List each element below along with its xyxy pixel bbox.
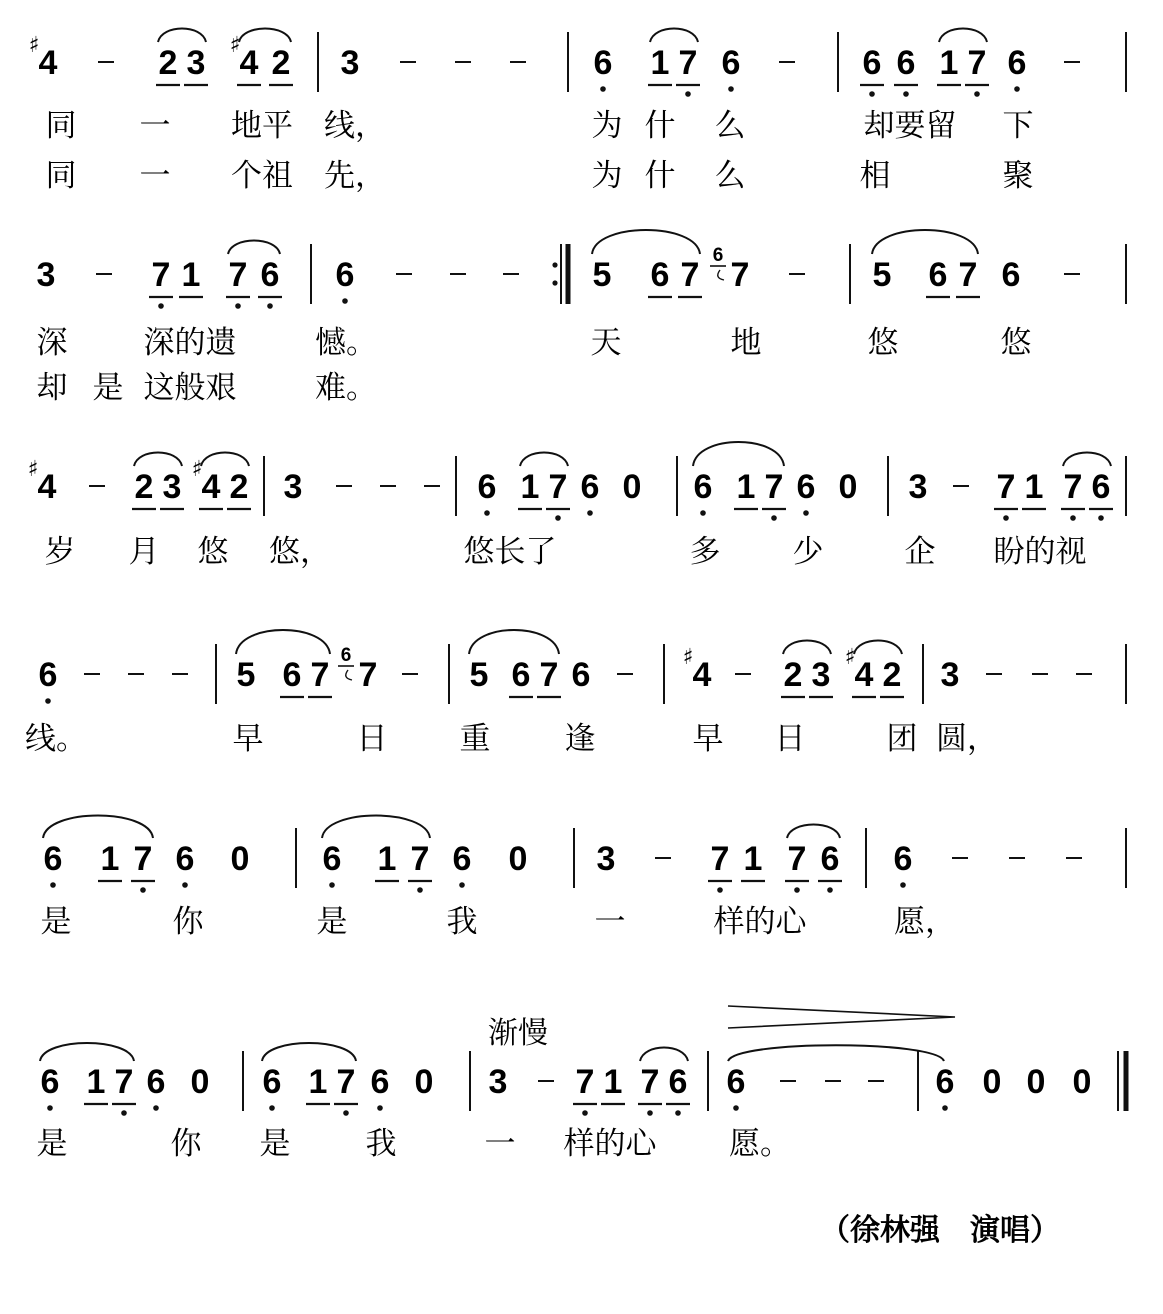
low-octave-dot bbox=[600, 86, 606, 92]
note: 4 bbox=[239, 44, 259, 82]
lyric-syllable: 什 bbox=[644, 158, 676, 194]
repeat-dot bbox=[552, 280, 557, 285]
low-octave-dot bbox=[329, 882, 335, 888]
note: 1 bbox=[100, 840, 120, 878]
note: 3 bbox=[36, 256, 56, 294]
note: 4 bbox=[201, 468, 221, 506]
lyric-syllable: 地平 bbox=[231, 108, 293, 144]
grace-slur bbox=[718, 270, 724, 280]
lyric-syllable: 一 bbox=[594, 904, 626, 940]
grace-slur bbox=[346, 670, 352, 680]
slur bbox=[322, 816, 430, 839]
note: 4 bbox=[854, 656, 874, 694]
note: 3 bbox=[811, 656, 831, 694]
note: 7 bbox=[358, 656, 378, 694]
note: 7 bbox=[1063, 468, 1083, 506]
note: 5 bbox=[592, 256, 612, 294]
lyric-syllable: 为 bbox=[591, 158, 623, 194]
note: 4 bbox=[37, 468, 57, 506]
lyric-syllable: 憾。 bbox=[315, 325, 377, 361]
note: 6 bbox=[1007, 44, 1027, 82]
lyric-syllable: 难。 bbox=[315, 370, 377, 406]
low-octave-dot bbox=[728, 86, 734, 92]
lyric-syllable: 下 bbox=[1002, 108, 1034, 144]
slur bbox=[854, 641, 902, 655]
lyric-syllable: 企 bbox=[904, 534, 936, 570]
note: 6 bbox=[282, 656, 302, 694]
low-octave-dot bbox=[587, 510, 593, 516]
lyric-syllable: 岁 bbox=[44, 534, 76, 570]
low-octave-dot bbox=[794, 887, 800, 893]
note: 2 bbox=[134, 468, 154, 506]
lyric-syllable: 逢 bbox=[564, 721, 596, 757]
low-octave-dot bbox=[803, 510, 809, 516]
note: 2 bbox=[271, 44, 291, 82]
note: 1 bbox=[603, 1063, 623, 1101]
low-octave-dot bbox=[377, 1105, 383, 1111]
note: 3 bbox=[283, 468, 303, 506]
note: 7 bbox=[336, 1063, 356, 1101]
note: 7 bbox=[548, 468, 568, 506]
lyric-syllable: 日 bbox=[774, 721, 806, 757]
low-octave-dot bbox=[182, 882, 188, 888]
lyric-syllable: 么 bbox=[714, 158, 746, 194]
slur bbox=[228, 241, 280, 255]
repeat-dot bbox=[552, 262, 557, 267]
sharp-sign: ♯ bbox=[28, 33, 40, 58]
low-octave-dot bbox=[582, 1110, 588, 1116]
note: 3 bbox=[908, 468, 928, 506]
note: 6 bbox=[43, 840, 63, 878]
slur bbox=[239, 29, 291, 43]
low-octave-dot bbox=[342, 298, 348, 304]
lyric-syllable: 地 bbox=[730, 325, 762, 361]
low-octave-dot bbox=[771, 515, 777, 521]
slur bbox=[236, 630, 330, 654]
slur bbox=[158, 29, 206, 43]
lyric-syllable: 天 bbox=[590, 325, 622, 361]
lyric-syllable: 多 bbox=[689, 534, 721, 570]
low-octave-dot bbox=[647, 1110, 653, 1116]
slur bbox=[640, 1048, 688, 1062]
note: 1 bbox=[520, 468, 540, 506]
note: 1 bbox=[86, 1063, 106, 1101]
note: 3 bbox=[488, 1063, 508, 1101]
note: 7 bbox=[996, 468, 1016, 506]
lyric-syllable: 却 bbox=[36, 370, 68, 406]
low-octave-dot bbox=[555, 515, 561, 521]
lyric-syllable: 是 bbox=[259, 1126, 291, 1162]
note: 2 bbox=[882, 656, 902, 694]
lyric-syllable: 你 bbox=[170, 1126, 202, 1162]
low-octave-dot bbox=[903, 91, 909, 97]
note: 4 bbox=[692, 656, 712, 694]
note: 6 bbox=[593, 44, 613, 82]
sharp-sign: ♯ bbox=[191, 457, 203, 482]
tempo-mark: 渐慢 bbox=[488, 1016, 548, 1051]
low-octave-dot bbox=[869, 91, 875, 97]
lyric-syllable: 我 bbox=[365, 1126, 397, 1162]
note: 6 bbox=[262, 1063, 282, 1101]
low-octave-dot bbox=[1070, 515, 1076, 521]
low-octave-dot bbox=[1098, 515, 1104, 521]
lyric-syllable: 同 bbox=[45, 158, 77, 194]
note: 1 bbox=[308, 1063, 328, 1101]
lyric-syllable: 早 bbox=[692, 721, 724, 757]
slur bbox=[693, 442, 784, 466]
note: 4 bbox=[38, 44, 58, 82]
note: 6 bbox=[571, 656, 591, 694]
note: 1 bbox=[939, 44, 959, 82]
grace-note: 6 bbox=[340, 645, 352, 666]
lyric-syllable: 一 bbox=[139, 158, 171, 194]
slur bbox=[939, 29, 987, 43]
note: 7 bbox=[151, 256, 171, 294]
slur bbox=[40, 1043, 134, 1061]
lyric-syllable: 同 bbox=[45, 108, 77, 144]
note: 6 bbox=[580, 468, 600, 506]
low-octave-dot bbox=[417, 887, 423, 893]
lyric-syllable: 这般艰 bbox=[143, 370, 237, 406]
lyric-syllable: 是 bbox=[92, 370, 124, 406]
note: 3 bbox=[162, 468, 182, 506]
performer-credit: （徐林强 演唱） bbox=[820, 1213, 1060, 1248]
lyric-syllable: 月 bbox=[128, 534, 160, 570]
rest-note: 0 bbox=[838, 468, 858, 506]
note: 7 bbox=[310, 656, 330, 694]
lyric-syllable: 是 bbox=[36, 1126, 68, 1162]
note: 7 bbox=[114, 1063, 134, 1101]
note: 2 bbox=[158, 44, 178, 82]
lyric-syllable: 团 bbox=[886, 721, 918, 757]
rest-note: 0 bbox=[508, 840, 528, 878]
slur bbox=[592, 230, 700, 254]
low-octave-dot bbox=[158, 303, 164, 309]
note: 6 bbox=[477, 468, 497, 506]
slur bbox=[201, 453, 249, 467]
note: 3 bbox=[186, 44, 206, 82]
low-octave-dot bbox=[484, 510, 490, 516]
slur bbox=[262, 1043, 356, 1061]
note: 7 bbox=[228, 256, 248, 294]
low-octave-dot bbox=[45, 698, 51, 704]
low-octave-dot bbox=[459, 882, 465, 888]
lyric-syllable: 重 bbox=[459, 721, 491, 757]
note: 7 bbox=[730, 256, 750, 294]
note: 6 bbox=[896, 44, 916, 82]
note: 7 bbox=[710, 840, 730, 878]
note: 1 bbox=[1024, 468, 1044, 506]
slur bbox=[134, 453, 182, 467]
lyric-syllable: 悠 bbox=[867, 325, 899, 361]
note: 6 bbox=[146, 1063, 166, 1101]
note: 1 bbox=[650, 44, 670, 82]
low-octave-dot bbox=[140, 887, 146, 893]
lyric-syllable: 悠长了 bbox=[463, 534, 557, 570]
note: 7 bbox=[133, 840, 153, 878]
note: 5 bbox=[236, 656, 256, 694]
lyric-syllable: 愿。 bbox=[729, 1126, 791, 1162]
note: 6 bbox=[40, 1063, 60, 1101]
sharp-sign: ♯ bbox=[844, 645, 856, 670]
note: 5 bbox=[872, 256, 892, 294]
note: 6 bbox=[820, 840, 840, 878]
low-octave-dot bbox=[235, 303, 241, 309]
lyric-syllable: 早 bbox=[232, 721, 264, 757]
note: 2 bbox=[229, 468, 249, 506]
note: 1 bbox=[736, 468, 756, 506]
note: 6 bbox=[893, 840, 913, 878]
lyric-syllable: 先， bbox=[324, 158, 386, 194]
lyric-syllable: 少 bbox=[792, 534, 824, 570]
lyric-syllable: 为 bbox=[591, 108, 623, 144]
lyric-syllable: 样的心 bbox=[713, 904, 807, 940]
sharp-sign: ♯ bbox=[27, 457, 39, 482]
low-octave-dot bbox=[153, 1105, 159, 1111]
note: 7 bbox=[764, 468, 784, 506]
note: 1 bbox=[181, 256, 201, 294]
note: 2 bbox=[783, 656, 803, 694]
sharp-sign: ♯ bbox=[682, 645, 694, 670]
note: 6 bbox=[511, 656, 531, 694]
slur bbox=[43, 816, 153, 839]
rest-note: 0 bbox=[1072, 1063, 1092, 1101]
lyric-syllable: 我 bbox=[446, 904, 478, 940]
low-octave-dot bbox=[733, 1105, 739, 1111]
lyric-syllable: 线， bbox=[324, 108, 386, 144]
note: 6 bbox=[1001, 256, 1021, 294]
sharp-sign: ♯ bbox=[229, 33, 241, 58]
lyric-syllable: 悠 bbox=[1000, 325, 1032, 361]
low-octave-dot bbox=[685, 91, 691, 97]
low-octave-dot bbox=[50, 882, 56, 888]
lyric-syllable: 深的遗 bbox=[143, 325, 237, 361]
note: 6 bbox=[38, 656, 58, 694]
note: 6 bbox=[322, 840, 342, 878]
low-octave-dot bbox=[900, 882, 906, 888]
rest-note: 0 bbox=[190, 1063, 210, 1101]
note: 1 bbox=[743, 840, 763, 878]
note: 6 bbox=[693, 468, 713, 506]
lyric-syllable: 么 bbox=[714, 108, 746, 144]
note: 7 bbox=[410, 840, 430, 878]
lyric-syllable: 一 bbox=[139, 108, 171, 144]
note: 7 bbox=[539, 656, 559, 694]
lyric-syllable: 悠 bbox=[197, 534, 229, 570]
tie bbox=[728, 1045, 944, 1061]
note: 7 bbox=[640, 1063, 660, 1101]
note: 7 bbox=[680, 256, 700, 294]
lyric-syllable: 是 bbox=[316, 904, 348, 940]
lyric-syllable: 盼的视 bbox=[993, 534, 1087, 570]
lyric-syllable: 却要留 bbox=[863, 108, 957, 144]
lyric-syllable: 深 bbox=[36, 325, 68, 361]
note: 6 bbox=[1091, 468, 1111, 506]
lyric-syllable: 圆， bbox=[936, 721, 998, 757]
slur bbox=[469, 630, 559, 654]
lyric-syllable: 是 bbox=[40, 904, 72, 940]
note: 6 bbox=[452, 840, 472, 878]
low-octave-dot bbox=[121, 1110, 127, 1116]
note: 6 bbox=[668, 1063, 688, 1101]
low-octave-dot bbox=[1003, 515, 1009, 521]
low-octave-dot bbox=[717, 887, 723, 893]
note: 6 bbox=[175, 840, 195, 878]
note: 6 bbox=[650, 256, 670, 294]
lyric-syllable: 你 bbox=[172, 904, 204, 940]
note: 7 bbox=[958, 256, 978, 294]
low-octave-dot bbox=[827, 887, 833, 893]
note: 7 bbox=[967, 44, 987, 82]
low-octave-dot bbox=[269, 1105, 275, 1111]
note: 7 bbox=[575, 1063, 595, 1101]
rest-note: 0 bbox=[414, 1063, 434, 1101]
low-octave-dot bbox=[675, 1110, 681, 1116]
lyric-syllable: 线。 bbox=[25, 721, 87, 757]
low-octave-dot bbox=[47, 1105, 53, 1111]
low-octave-dot bbox=[974, 91, 980, 97]
low-octave-dot bbox=[942, 1105, 948, 1111]
note: 6 bbox=[260, 256, 280, 294]
slur bbox=[787, 825, 840, 839]
note: 6 bbox=[721, 44, 741, 82]
slur bbox=[650, 29, 698, 43]
lyric-syllable: 日 bbox=[356, 721, 388, 757]
note: 6 bbox=[335, 256, 355, 294]
lyric-syllable: 个祖 bbox=[231, 158, 293, 194]
lyric-syllable: 悠， bbox=[269, 534, 331, 570]
note: 6 bbox=[935, 1063, 955, 1101]
note: 6 bbox=[796, 468, 816, 506]
low-octave-dot bbox=[1014, 86, 1020, 92]
slur bbox=[783, 641, 831, 655]
note: 3 bbox=[596, 840, 616, 878]
rest-note: 0 bbox=[230, 840, 250, 878]
lyric-syllable: 愿， bbox=[894, 904, 956, 940]
low-octave-dot bbox=[343, 1110, 349, 1116]
note: 6 bbox=[726, 1063, 746, 1101]
note: 3 bbox=[340, 44, 360, 82]
low-octave-dot bbox=[267, 303, 273, 309]
lyric-syllable: 聚 bbox=[1002, 158, 1034, 194]
note: 6 bbox=[928, 256, 948, 294]
note: 7 bbox=[787, 840, 807, 878]
lyric-syllable: 什 bbox=[644, 108, 676, 144]
low-octave-dot bbox=[700, 510, 706, 516]
rest-note: 0 bbox=[1026, 1063, 1046, 1101]
note: 6 bbox=[370, 1063, 390, 1101]
slur bbox=[872, 230, 978, 254]
lyric-syllable: 一 bbox=[484, 1126, 516, 1162]
note: 7 bbox=[678, 44, 698, 82]
lyric-syllable: 样的心 bbox=[563, 1126, 657, 1162]
decrescendo-hairpin bbox=[728, 1006, 955, 1028]
rest-note: 0 bbox=[622, 468, 642, 506]
note: 1 bbox=[377, 840, 397, 878]
grace-note: 6 bbox=[712, 245, 724, 266]
note: 6 bbox=[862, 44, 882, 82]
note: 5 bbox=[469, 656, 489, 694]
slur bbox=[1063, 453, 1111, 467]
slur bbox=[520, 453, 568, 467]
note: 3 bbox=[940, 656, 960, 694]
lyric-syllable: 相 bbox=[859, 158, 891, 194]
rest-note: 0 bbox=[982, 1063, 1002, 1101]
